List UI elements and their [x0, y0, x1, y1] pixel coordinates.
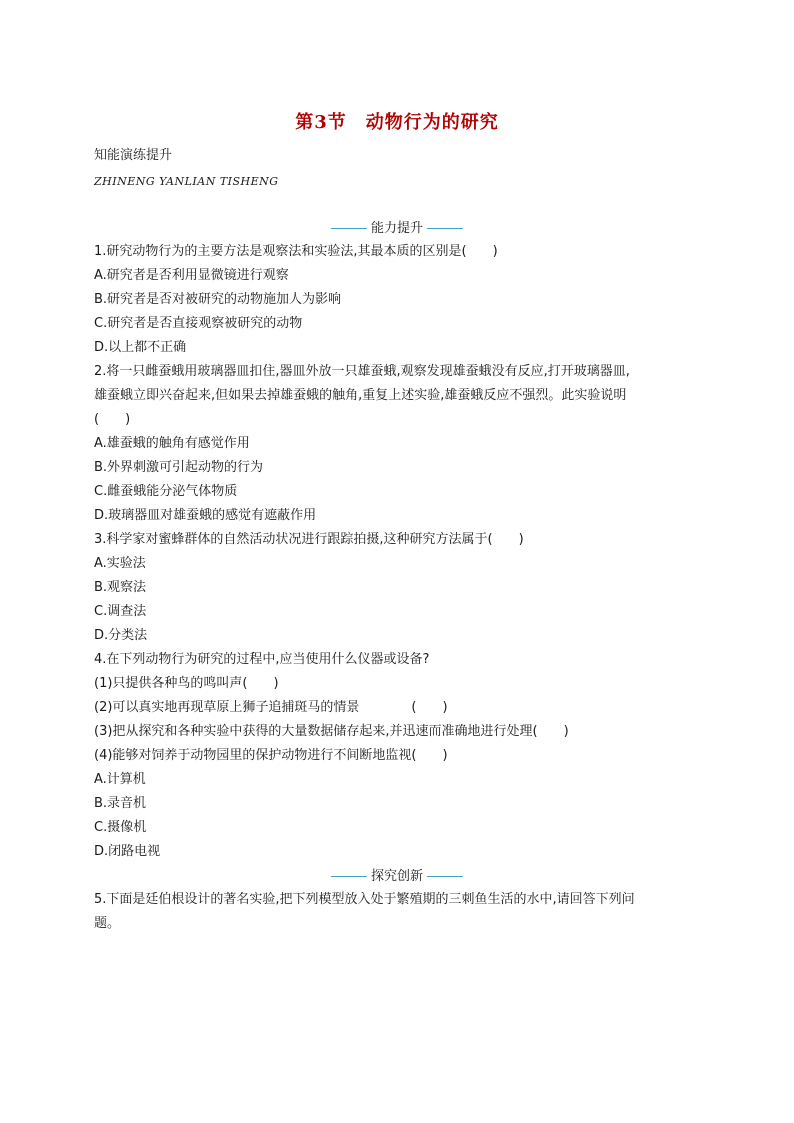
question-3-option-a: A.实验法: [94, 556, 146, 571]
divider: [427, 228, 463, 229]
question-4-stem: 4.在下列动物行为研究的过程中,应当使用什么仪器或设备?: [94, 652, 430, 667]
section-heading-text: 能力提升: [370, 221, 423, 236]
question-4-option-b: B.录音机: [94, 796, 147, 811]
question-4-sub-1: (1)只提供各种鸟的鸣叫声( ): [94, 676, 279, 691]
question-4-sub-4: (4)能够对饲养于动物园里的保护动物进行不间断地监视( ): [94, 748, 448, 763]
question-1-option-b: B.研究者是否对被研究的动物施加人为影响: [94, 292, 342, 307]
question-1-option-c: C.研究者是否直接观察被研究的动物: [94, 316, 303, 331]
question-2-stem-line-1: 2.将一只雌蚕蛾用玻璃器皿扣住,器皿外放一只雄蚕蛾,观察发现雄蚕蛾没有反应,打开玻璃器皿,: [94, 364, 630, 379]
question-3-option-b: B.观察法: [94, 580, 147, 595]
question-4-sub-3: (3)把从探究和各种实验中获得的大量数据储存起来,并迅速而准确地进行处理( ): [94, 724, 569, 739]
divider: [331, 876, 367, 877]
question-2-stem-line-3: ( ): [94, 412, 131, 427]
question-2-option-c: C.雌蚕蛾能分泌气体物质: [94, 484, 238, 499]
question-2-option-b: B.外界刺激可引起动物的行为: [94, 460, 264, 475]
question-4-option-d: D.闭路电视: [94, 844, 161, 859]
question-4-sub-2: (2)可以真实地再现草原上狮子追捕斑马的情景 ( ): [94, 700, 448, 715]
page-title: 第3节 动物行为的研究: [295, 112, 499, 133]
section-label: 知能演练提升: [94, 148, 173, 163]
section-label-pinyin: ZHINENG YANLIAN TISHENG: [94, 175, 279, 188]
question-4-option-c: C.摄像机: [94, 820, 147, 835]
question-5-stem-line-1: 5.下面是廷伯根设计的著名实验,把下列模型放入处于繁殖期的三刺鱼生活的水中,请回答下列问: [94, 892, 635, 907]
question-4-option-a: A.计算机: [94, 772, 146, 787]
question-3-option-d: D.分类法: [94, 628, 148, 643]
question-2-option-d: D.玻璃器皿对雄蚕蛾的感觉有遮蔽作用: [94, 508, 317, 523]
question-1-option-a: A.研究者是否利用显微镜进行观察: [94, 268, 289, 283]
section-heading-text: 探究创新: [370, 869, 423, 884]
question-5-stem-line-2: 题。: [94, 916, 121, 931]
divider: [331, 228, 367, 229]
question-2-stem-line-2: 雄蚕蛾立即兴奋起来,但如果去掉雄蚕蛾的触角,重复上述实验,雄蚕蛾反应不强烈。此实验说明: [94, 388, 627, 403]
section-heading-ability: [0, 220, 794, 238]
divider: [427, 876, 463, 877]
section-heading-explore: [0, 868, 794, 886]
question-3-stem: 3.科学家对蜜蜂群体的自然活动状况进行跟踪拍摄,这种研究方法属于( ): [94, 532, 524, 547]
question-3-option-c: C.调查法: [94, 604, 147, 619]
question-1-option-d: D.以上都不正确: [94, 340, 187, 355]
question-1-stem: 1.研究动物行为的主要方法是观察法和实验法,其最本质的区别是( ): [94, 244, 498, 259]
question-2-option-a: A.雄蚕蛾的触角有感觉作用: [94, 436, 250, 451]
